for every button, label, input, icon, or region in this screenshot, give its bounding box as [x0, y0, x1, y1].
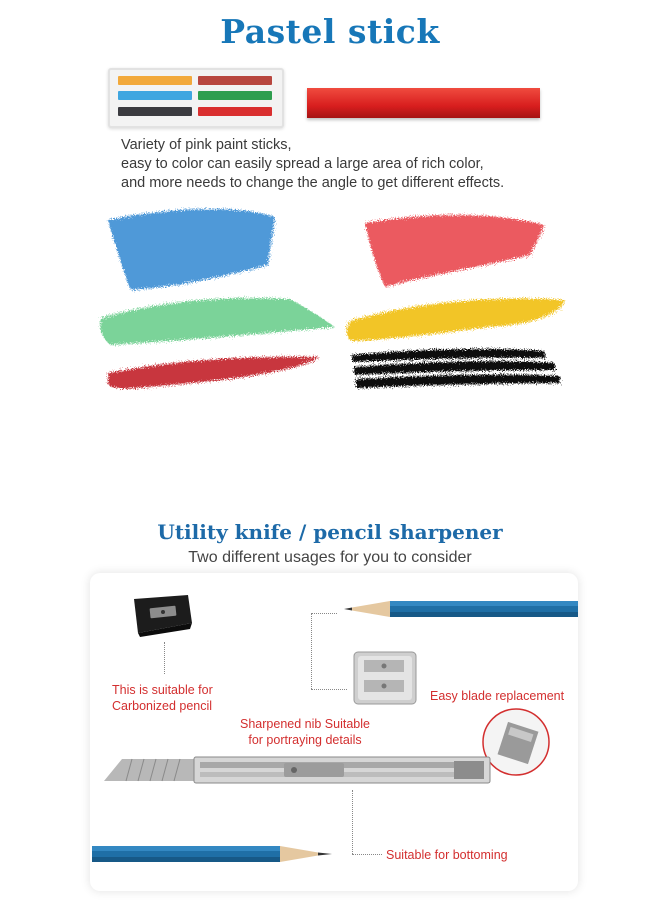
bottoming-label: Suitable for bottoming [386, 848, 508, 862]
stick-orange [118, 76, 192, 85]
nib-label-line: Sharpened nib Suitable [240, 717, 370, 731]
leader-line [352, 854, 382, 855]
utility-knife-image [104, 755, 494, 785]
black-swatch [352, 349, 560, 388]
pastel-stick-box [108, 68, 284, 128]
page-title: Pastel stick [220, 12, 440, 51]
description-line: and more needs to change the angle to get different effects. [121, 175, 505, 191]
carbonized-label [112, 682, 213, 714]
stick-brown [198, 76, 272, 85]
stick-red [198, 107, 272, 116]
pastel-description [121, 136, 504, 193]
leader-line [352, 790, 353, 854]
large-red-pastel-stick [307, 88, 540, 118]
knife-section-title: Utility knife / pencil sharpener [157, 520, 503, 544]
color-swatches [90, 195, 580, 405]
description-line: easy to color can easily spread a large area of rich color, [121, 156, 484, 172]
pencil-top-image [344, 598, 578, 620]
yellow-swatch [347, 299, 565, 341]
stick-dark [118, 107, 192, 116]
red-swatch [108, 357, 320, 389]
nib-label [240, 716, 370, 748]
stick-green [198, 91, 272, 100]
pencil-bottom-image [92, 843, 332, 865]
carbonized-label-line: Carbonized pencil [112, 699, 213, 713]
description-line: Variety of pink paint sticks, [121, 137, 292, 153]
blue-swatch [108, 209, 275, 290]
leader-line [311, 613, 337, 614]
knife-section-subtitle: Two different usages for you to consider [188, 549, 472, 566]
nib-label-line: for portraying details [248, 733, 362, 747]
pink-swatch [365, 215, 545, 287]
leader-line [311, 613, 312, 689]
metal-sharpener-image [352, 646, 418, 708]
stick-blue [118, 91, 192, 100]
green-swatch [100, 298, 335, 345]
leader-line [164, 642, 165, 674]
carbonized-label-line: This is suitable for [112, 683, 213, 697]
black-sharpener-image [130, 593, 194, 637]
leader-line [311, 689, 347, 690]
blade-replacement-label: Easy blade replacement [430, 689, 565, 703]
